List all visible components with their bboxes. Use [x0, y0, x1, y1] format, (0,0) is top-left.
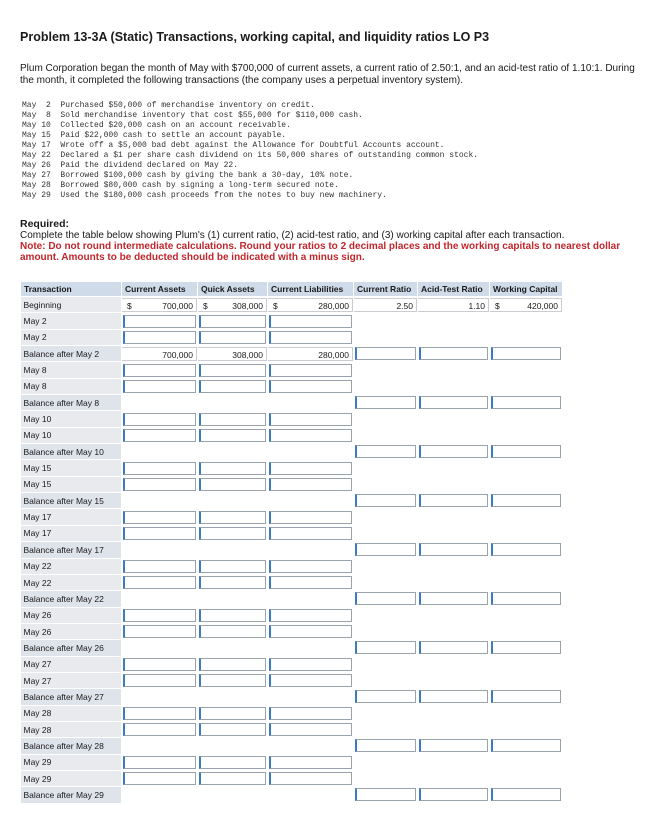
transaction-line: May 10 Collected $20,000 cash on an account receivable. [22, 121, 291, 130]
quick-assets-input[interactable] [199, 364, 266, 377]
table-row [21, 574, 563, 590]
current-liabilities-input[interactable] [269, 609, 352, 622]
quick-assets-input[interactable] [199, 429, 266, 442]
header-current-assets: Current Assets [122, 282, 198, 297]
current-assets-input[interactable] [123, 658, 196, 671]
current-assets-input[interactable] [123, 609, 196, 622]
quick-assets-input[interactable] [199, 576, 266, 589]
current-liabilities-input[interactable] [269, 723, 352, 736]
table-row [21, 656, 563, 672]
current-liabilities-input[interactable] [269, 511, 352, 524]
table-row [21, 705, 563, 721]
current-liabilities-input[interactable] [269, 560, 352, 573]
balance-current-liabilities: 280,000 [268, 347, 353, 361]
acid-test-ratio-input[interactable] [419, 788, 488, 801]
acid-test-ratio-input[interactable] [419, 543, 488, 556]
problem-title: Problem 13-3A (Static) Transactions, working capital, and liquidity ratios LO P3 [20, 30, 490, 44]
row-label: Balance after May 15 [21, 493, 122, 509]
table-row [21, 313, 563, 329]
current-ratio-input[interactable] [355, 690, 416, 703]
table-row [21, 623, 563, 639]
beginning-current-liabilities: $ 280,000 [268, 298, 353, 312]
beginning-current-assets: $ 700,000 [122, 298, 197, 312]
quick-assets-input[interactable] [199, 511, 266, 524]
current-ratio-input[interactable] [355, 445, 416, 458]
row-label: Balance after May 10 [21, 444, 122, 460]
quick-assets-input[interactable] [199, 462, 266, 475]
header-quick-assets: Quick Assets [198, 282, 268, 297]
current-assets-input[interactable] [123, 625, 196, 638]
quick-assets-input[interactable] [199, 674, 266, 687]
current-assets-input[interactable] [123, 380, 196, 393]
current-assets-input[interactable] [123, 707, 196, 720]
row-label: May 26 [21, 623, 122, 639]
acid-test-ratio-input[interactable] [419, 445, 488, 458]
row-label: May 2 [21, 313, 122, 329]
quick-assets-input[interactable] [199, 560, 266, 573]
table-row [21, 411, 563, 427]
liquidity-table [20, 281, 563, 804]
balance-row [21, 787, 563, 803]
table-row [21, 721, 563, 737]
row-label: May 28 [21, 721, 122, 737]
table-row [21, 329, 563, 345]
row-label: May 17 [21, 509, 122, 525]
current-ratio-input[interactable] [355, 788, 416, 801]
current-liabilities-input[interactable] [269, 413, 352, 426]
current-liabilities-input[interactable] [269, 658, 352, 671]
quick-assets-input[interactable] [199, 413, 266, 426]
beginning-row [21, 297, 563, 313]
transaction-line: May 29 Used the $180,000 cash proceeds from the notes to buy new machinery. [22, 191, 387, 200]
acid-test-ratio-input[interactable] [419, 494, 488, 507]
row-label: Balance after May 8 [21, 395, 122, 411]
current-ratio-input[interactable] [355, 494, 416, 507]
quick-assets-input[interactable] [199, 723, 266, 736]
header-working-capital: Working Capital [490, 282, 563, 297]
row-label: Balance after May 27 [21, 689, 122, 705]
current-assets-input[interactable] [123, 364, 196, 377]
acid-test-ratio-input[interactable] [419, 592, 488, 605]
row-label: May 27 [21, 656, 122, 672]
table-row [21, 460, 563, 476]
transaction-line: May 22 Declared a $1 per share cash dividend on its 50,000 shares of outstanding common stock. [22, 151, 479, 160]
row-label: May 8 [21, 378, 122, 394]
current-liabilities-input[interactable] [269, 576, 352, 589]
current-assets-input[interactable] [123, 772, 196, 785]
row-label: Balance after May 2 [21, 346, 122, 362]
quick-assets-input[interactable] [199, 756, 266, 769]
balance-row [21, 542, 563, 558]
row-label: Beginning [21, 297, 122, 313]
current-assets-input[interactable] [123, 315, 196, 328]
beginning-quick-assets: $ 308,000 [198, 298, 267, 312]
balance-row [21, 444, 563, 460]
current-assets-input[interactable] [123, 560, 196, 573]
working-capital-input[interactable] [491, 641, 561, 654]
working-capital-input[interactable] [491, 347, 561, 360]
current-assets-input[interactable] [123, 462, 196, 475]
row-label: Balance after May 17 [21, 542, 122, 558]
row-label: May 10 [21, 411, 122, 427]
acid-test-ratio-input[interactable] [419, 739, 488, 752]
row-label: May 29 [21, 770, 122, 786]
table-row [21, 427, 563, 443]
transaction-line: May 15 Paid $22,000 cash to settle an account payable. [22, 131, 287, 140]
row-label: May 17 [21, 525, 122, 541]
quick-assets-input[interactable] [199, 625, 266, 638]
acid-test-ratio-input[interactable] [419, 347, 488, 360]
row-label: Balance after May 28 [21, 738, 122, 754]
working-capital-input[interactable] [491, 739, 561, 752]
balance-row [21, 346, 563, 362]
current-assets-input[interactable] [123, 511, 196, 524]
row-label: May 15 [21, 476, 122, 492]
beginning-acid-test-ratio: 1.10 [418, 298, 489, 312]
working-capital-input[interactable] [491, 494, 561, 507]
table-row [21, 558, 563, 574]
header-current-liabilities: Current Liabilities [268, 282, 354, 297]
transaction-line: May 2 Purchased $50,000 of merchandise inventory on credit. [22, 101, 315, 110]
intro-text: Plum Corporation began the month of May with $700,000 of current assets, a current ratio of 2.50:1, and an acid-test ratio of 1.10:1. During the month, it completed the following transactions (the company uses a perpetual inventory system). [20, 63, 635, 86]
balance-quick-assets: 308,000 [198, 347, 267, 361]
row-label: May 28 [21, 705, 122, 721]
table-row [21, 476, 563, 492]
row-label: May 22 [21, 574, 122, 590]
current-liabilities-input[interactable] [269, 331, 352, 344]
current-assets-input[interactable] [123, 413, 196, 426]
balance-row [21, 640, 563, 656]
current-ratio-input[interactable] [355, 347, 416, 360]
required-note: Note: Do not round intermediate calculations. Round your ratios to 2 decimal places and the working capitals to nearest dollar amount. Amounts to be deducted should be indicated with a minus sign. [20, 241, 621, 263]
current-liabilities-input[interactable] [269, 478, 352, 491]
row-label: Balance after May 22 [21, 591, 122, 607]
current-assets-input[interactable] [123, 331, 196, 344]
acid-test-ratio-input[interactable] [419, 396, 488, 409]
quick-assets-input[interactable] [199, 772, 266, 785]
quick-assets-input[interactable] [199, 609, 266, 622]
transaction-line: May 26 Paid the dividend declared on May 22. [22, 161, 239, 170]
quick-assets-input[interactable] [199, 658, 266, 671]
row-label: May 26 [21, 607, 122, 623]
balance-row [21, 395, 563, 411]
current-assets-input[interactable] [123, 723, 196, 736]
current-assets-input[interactable] [123, 429, 196, 442]
beginning-current-ratio: 2.50 [354, 298, 417, 312]
row-label: Balance after May 26 [21, 640, 122, 656]
quick-assets-input[interactable] [199, 478, 266, 491]
row-label: May 15 [21, 460, 122, 476]
transaction-line: May 8 Sold merchandise inventory that cost $55,000 for $110,000 cash. [22, 111, 363, 120]
required-heading: Required: [20, 218, 70, 230]
table-row [21, 672, 563, 688]
transaction-line: May 17 Wrote off a $5,000 bad debt against the Allowance for Doubtful Accounts account. [22, 141, 445, 150]
current-ratio-input[interactable] [355, 543, 416, 556]
transaction-line: May 28 Borrowed $80,000 cash by signing a long-term secured note. [22, 181, 339, 190]
table-row [21, 362, 563, 378]
current-liabilities-input[interactable] [269, 625, 352, 638]
working-capital-input[interactable] [491, 788, 561, 801]
row-label: May 10 [21, 427, 122, 443]
working-capital-input[interactable] [491, 592, 561, 605]
balance-row [21, 591, 563, 607]
current-liabilities-input[interactable] [269, 707, 352, 720]
table-row [21, 525, 563, 541]
quick-assets-input[interactable] [199, 331, 266, 344]
row-label: May 29 [21, 754, 122, 770]
current-liabilities-input[interactable] [269, 756, 352, 769]
header-current-ratio: Current Ratio [354, 282, 418, 297]
quick-assets-input[interactable] [199, 707, 266, 720]
working-capital-input[interactable] [491, 690, 561, 703]
acid-test-ratio-input[interactable] [419, 690, 488, 703]
balance-row [21, 493, 563, 509]
current-ratio-input[interactable] [355, 641, 416, 654]
quick-assets-input[interactable] [199, 380, 266, 393]
current-assets-input[interactable] [123, 756, 196, 769]
row-label: May 27 [21, 672, 122, 688]
table-row [21, 509, 563, 525]
current-liabilities-input[interactable] [269, 527, 352, 540]
transaction-line: May 27 Borrowed $100,000 cash by giving the bank a 30-day, 10% note. [22, 171, 354, 180]
current-assets-input[interactable] [123, 478, 196, 491]
current-ratio-input[interactable] [355, 396, 416, 409]
current-assets-input[interactable] [123, 576, 196, 589]
table-row [21, 754, 563, 770]
required-text: Complete the table below showing Plum's (1) current ratio, (2) acid-test ratio, and (3) working capital after each transaction. [20, 230, 565, 241]
row-label: May 2 [21, 329, 122, 345]
row-label: May 8 [21, 362, 122, 378]
acid-test-ratio-input[interactable] [419, 641, 488, 654]
transaction-list [22, 101, 478, 201]
row-label: Balance after May 29 [21, 787, 122, 803]
table-row [21, 607, 563, 623]
required-paragraph [20, 230, 656, 263]
current-liabilities-input[interactable] [269, 462, 352, 475]
working-capital-input[interactable] [491, 396, 561, 409]
current-liabilities-input[interactable] [269, 772, 352, 785]
table-header-row [21, 282, 563, 297]
balance-current-assets: 700,000 [122, 347, 197, 361]
table-row [21, 378, 563, 394]
current-liabilities-input[interactable] [269, 364, 352, 377]
current-liabilities-input[interactable] [269, 674, 352, 687]
current-liabilities-input[interactable] [269, 315, 352, 328]
current-liabilities-input[interactable] [269, 429, 352, 442]
current-ratio-input[interactable] [355, 592, 416, 605]
quick-assets-input[interactable] [199, 527, 266, 540]
quick-assets-input[interactable] [199, 315, 266, 328]
header-acid-test-ratio: Acid-Test Ratio [418, 282, 490, 297]
working-capital-input[interactable] [491, 445, 561, 458]
header-transaction: Transaction [21, 282, 122, 297]
current-assets-input[interactable] [123, 674, 196, 687]
balance-row [21, 689, 563, 705]
current-liabilities-input[interactable] [269, 380, 352, 393]
balance-row [21, 738, 563, 754]
working-capital-input[interactable] [491, 543, 561, 556]
row-label: May 22 [21, 558, 122, 574]
beginning-working-capital: $ 420,000 [490, 298, 562, 312]
current-assets-input[interactable] [123, 527, 196, 540]
table-row [21, 770, 563, 786]
current-ratio-input[interactable] [355, 739, 416, 752]
